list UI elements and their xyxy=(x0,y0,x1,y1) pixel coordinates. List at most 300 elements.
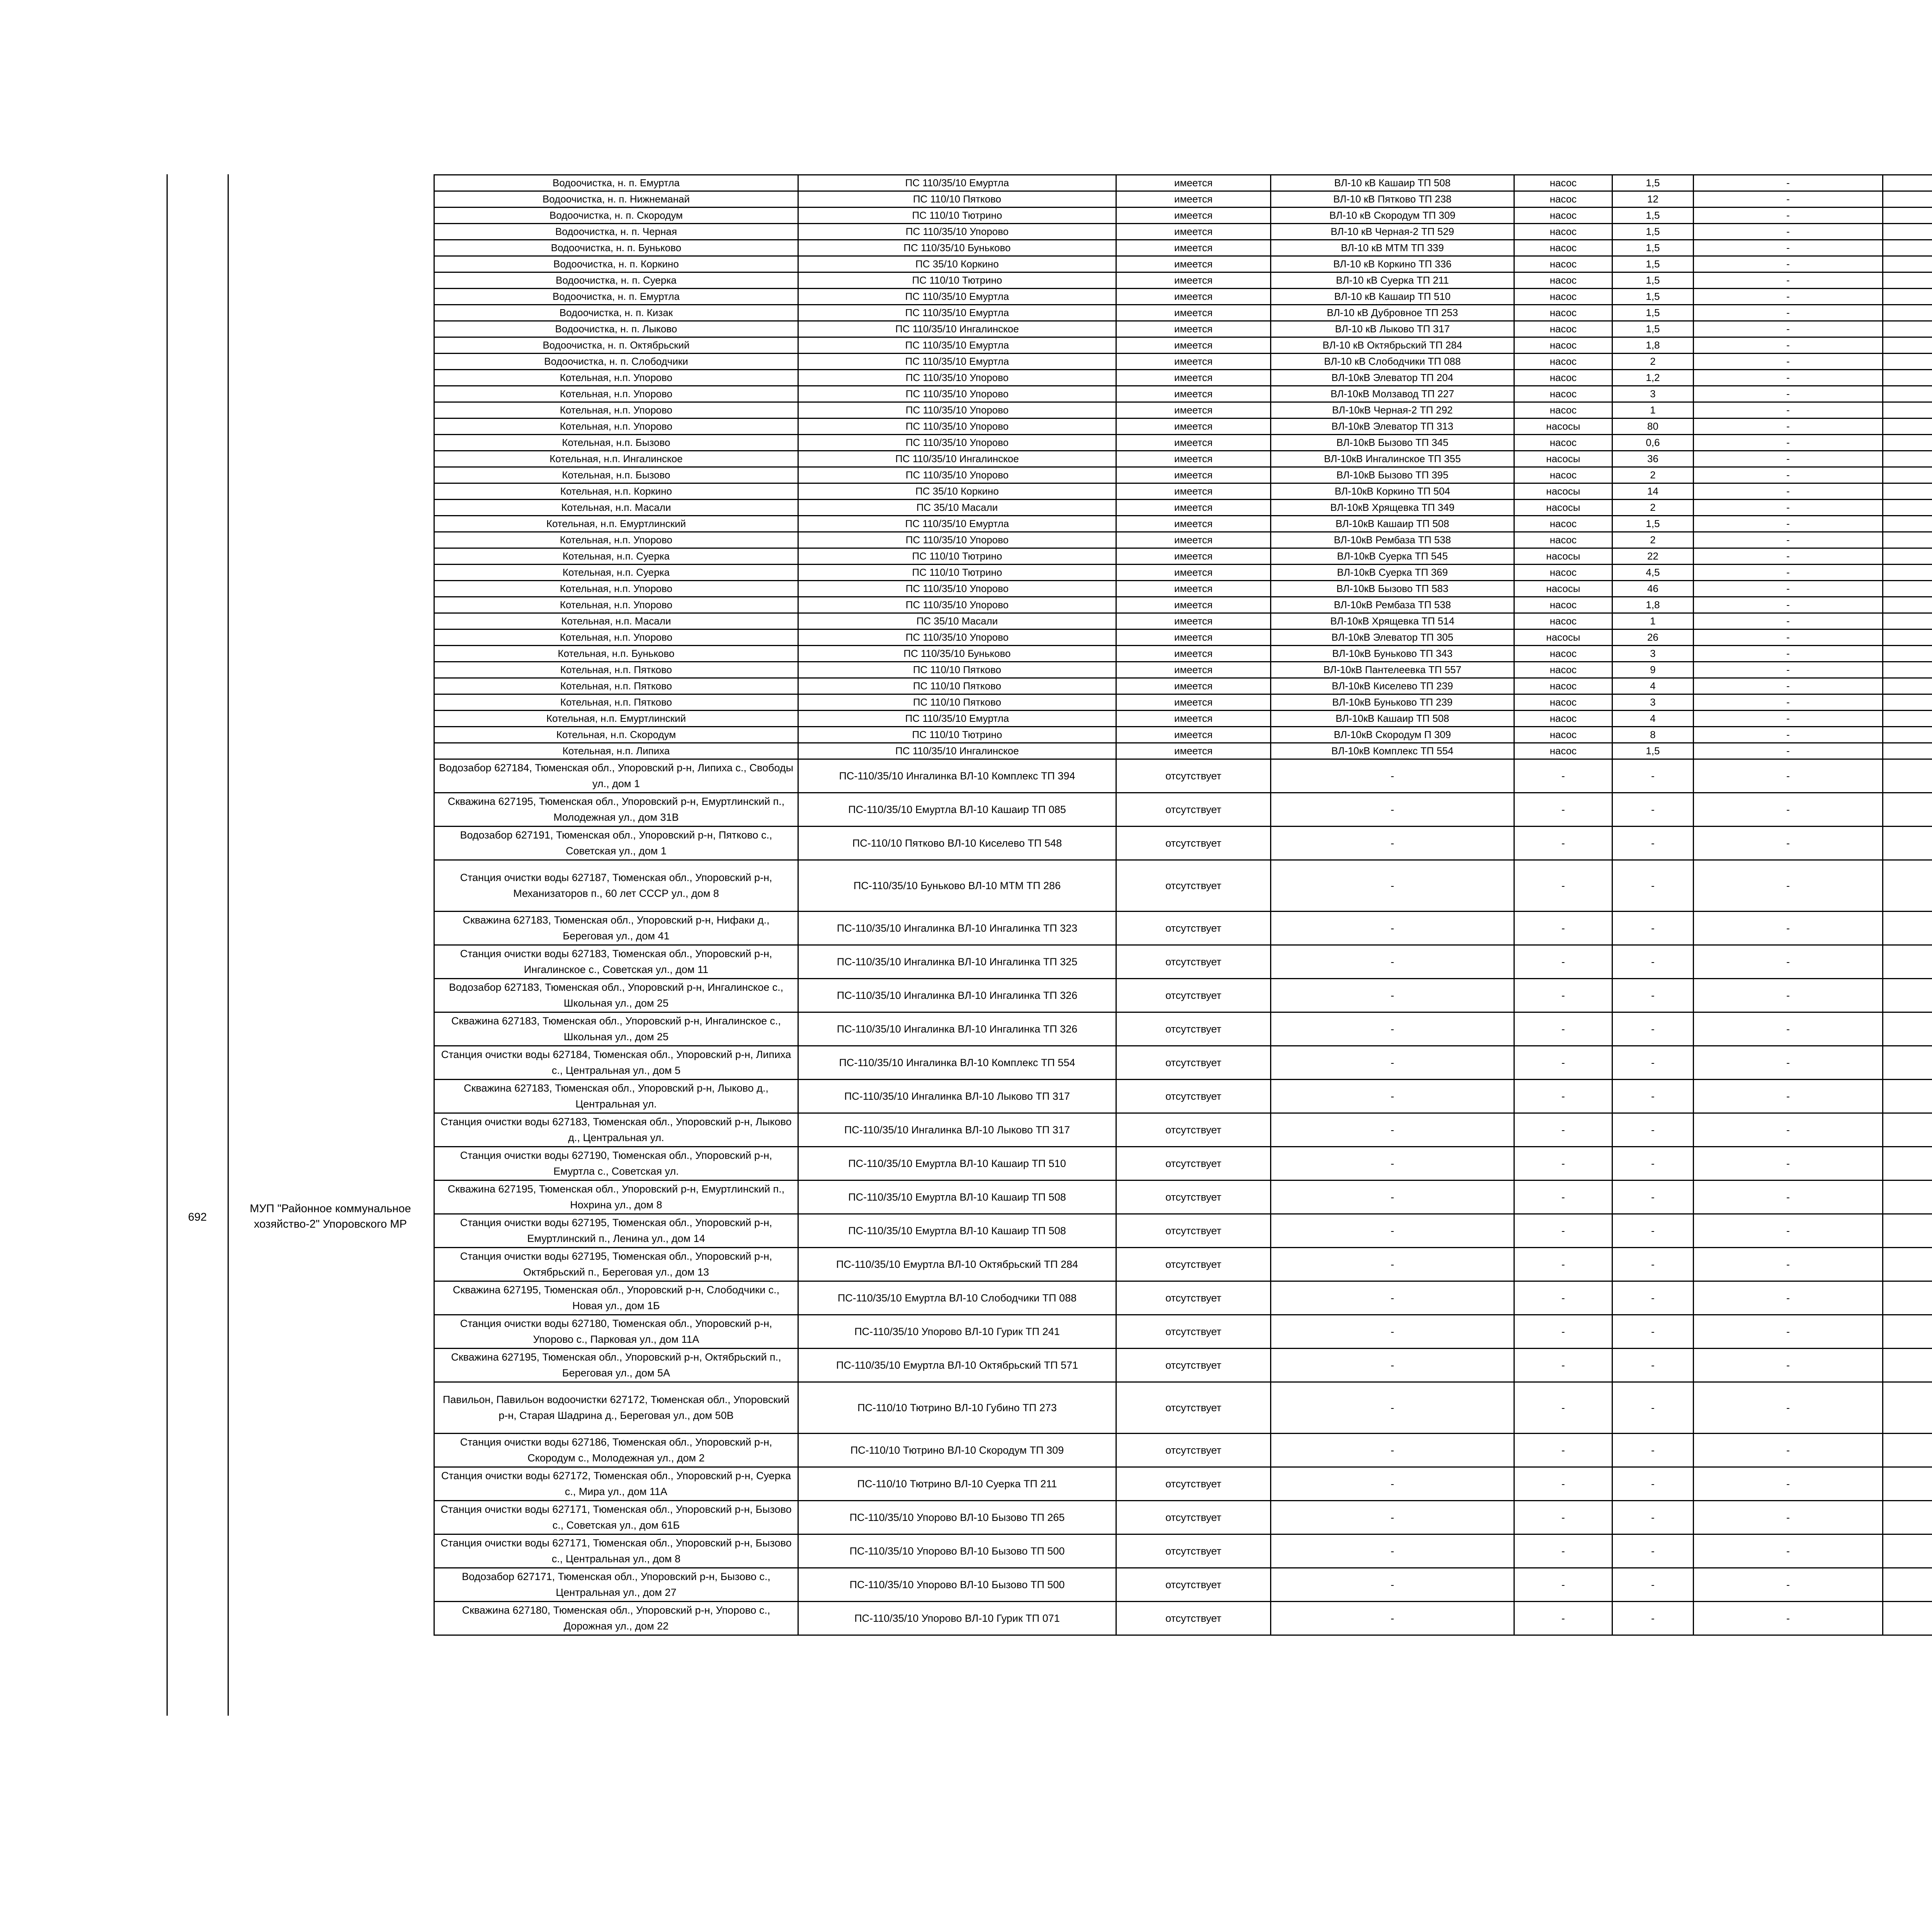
table-row xyxy=(434,224,1932,240)
reserve-cell: отсутствует xyxy=(1116,1349,1271,1382)
col7-cell: - xyxy=(1694,483,1883,500)
feeder-cell: ВЛ-10кВ Элеватор ТП 204 xyxy=(1271,370,1514,386)
object-name-cell: Павильон, Павильон водоочистки 627172, Тюменская обл., Упоровский р-н, Старая Шадрина д., Береговая ул., дом 50В xyxy=(434,1382,798,1434)
power-cell: 9 xyxy=(1612,662,1694,678)
feeder-cell: - xyxy=(1271,945,1514,979)
object-name-cell: Водоочистка, н. п. Черная xyxy=(434,224,798,240)
col7-cell: - xyxy=(1694,435,1883,451)
table-row xyxy=(434,516,1932,532)
equipment-cell: - xyxy=(1514,1434,1612,1467)
equipment-cell: насосы xyxy=(1514,629,1612,646)
object-name-cell: Водоочистка, н. п. Коркино xyxy=(434,256,798,272)
col7-cell: - xyxy=(1694,272,1883,289)
feeder-cell: ВЛ-10кВ Рембаза ТП 538 xyxy=(1271,597,1514,613)
column-border-left xyxy=(167,174,168,1716)
col8-cell xyxy=(1883,175,1932,191)
col8-cell xyxy=(1883,1434,1932,1467)
substation-cell: ПС 110/10 Пятково xyxy=(798,662,1116,678)
equipment-cell: насос xyxy=(1514,435,1612,451)
feeder-cell: ВЛ-10кВ Буньково ТП 239 xyxy=(1271,694,1514,711)
reserve-cell: имеется xyxy=(1116,418,1271,435)
equipment-cell: - xyxy=(1514,793,1612,827)
column-border-middle xyxy=(228,174,229,1716)
substation-cell: ПС-110/35/10 Упорово ВЛ-10 Бызово ТП 500 xyxy=(798,1568,1116,1602)
reserve-cell: отсутствует xyxy=(1116,1281,1271,1315)
power-cell: 1,5 xyxy=(1612,256,1694,272)
power-cell: - xyxy=(1612,1147,1694,1180)
feeder-cell: ВЛ-10 кВ Коркино ТП 336 xyxy=(1271,256,1514,272)
col7-cell: - xyxy=(1694,694,1883,711)
reserve-cell: имеется xyxy=(1116,354,1271,370)
reserve-cell: имеется xyxy=(1116,289,1271,305)
col8-cell xyxy=(1883,256,1932,272)
object-name-cell: Котельная, н.п. Упорово xyxy=(434,402,798,418)
col7-cell: - xyxy=(1694,256,1883,272)
substation-cell: ПС-110/35/10 Ингалинка ВЛ-10 Комплекс ТП 554 xyxy=(798,1046,1116,1080)
object-name-cell: Котельная, н.п. Пятково xyxy=(434,678,798,694)
equipment-cell: насос xyxy=(1514,402,1612,418)
substation-cell: ПС 110/10 Пятково xyxy=(798,694,1116,711)
equipment-cell: насосы xyxy=(1514,418,1612,435)
substation-cell: ПС-110/35/10 Ингалинка ВЛ-10 Лыково ТП 317 xyxy=(798,1113,1116,1147)
feeder-cell: ВЛ-10 кВ Дубровное ТП 253 xyxy=(1271,305,1514,321)
table-row xyxy=(434,1349,1932,1382)
reserve-cell: отсутствует xyxy=(1116,860,1271,912)
col7-cell: - xyxy=(1694,240,1883,256)
feeder-cell: ВЛ-10 кВ Скородум ТП 309 xyxy=(1271,208,1514,224)
power-cell: 36 xyxy=(1612,451,1694,467)
object-name-cell: Водозабор 627183, Тюменская обл., Упоровский р-н, Ингалинское с., Школьная ул., дом 25 xyxy=(434,979,798,1012)
object-name-cell: Котельная, н.п. Суерка xyxy=(434,548,798,565)
feeder-cell: - xyxy=(1271,1012,1514,1046)
col7-cell: - xyxy=(1694,1349,1883,1382)
feeder-cell: ВЛ-10 кВ Пятково ТП 238 xyxy=(1271,191,1514,208)
reserve-cell: имеется xyxy=(1116,500,1271,516)
feeder-cell: ВЛ-10кВ Буньково ТП 343 xyxy=(1271,646,1514,662)
table-row xyxy=(434,1012,1932,1046)
col7-cell: - xyxy=(1694,402,1883,418)
col8-cell xyxy=(1883,402,1932,418)
reserve-cell: имеется xyxy=(1116,483,1271,500)
col7-cell: - xyxy=(1694,208,1883,224)
col7-cell: - xyxy=(1694,1315,1883,1349)
table-row xyxy=(434,1434,1932,1467)
substation-cell: ПС-110/35/10 Буньково ВЛ-10 МТМ ТП 286 xyxy=(798,860,1116,912)
feeder-cell: ВЛ-10кВ Рембаза ТП 538 xyxy=(1271,532,1514,548)
col7-cell: - xyxy=(1694,1248,1883,1281)
col7-cell: - xyxy=(1694,175,1883,191)
power-cell: 1 xyxy=(1612,613,1694,629)
col7-cell: - xyxy=(1694,613,1883,629)
feeder-cell: - xyxy=(1271,1467,1514,1501)
col8-cell xyxy=(1883,289,1932,305)
substation-cell: ПС-110/35/10 Ингалинка ВЛ-10 Комплекс ТП 394 xyxy=(798,759,1116,793)
col8-cell xyxy=(1883,516,1932,532)
table-row xyxy=(434,451,1932,467)
col8-cell xyxy=(1883,793,1932,827)
power-cell: - xyxy=(1612,1012,1694,1046)
reserve-cell: отсутствует xyxy=(1116,1568,1271,1602)
equipment-cell: насос xyxy=(1514,272,1612,289)
table-row xyxy=(434,1315,1932,1349)
reserve-cell: имеется xyxy=(1116,321,1271,337)
organization-name: МУП "Районное коммунальное хозяйство-2" Упоровского МР xyxy=(250,1203,411,1230)
equipment-cell: насос xyxy=(1514,467,1612,483)
reserve-cell: отсутствует xyxy=(1116,1602,1271,1635)
substation-cell: ПС 110/10 Тютрино xyxy=(798,272,1116,289)
equipment-cell: - xyxy=(1514,860,1612,912)
equipment-cell: насос xyxy=(1514,256,1612,272)
substation-cell: ПС 110/35/10 Упорово xyxy=(798,629,1116,646)
equipment-cell: насос xyxy=(1514,337,1612,354)
feeder-cell: ВЛ-10кВ Киселево ТП 239 xyxy=(1271,678,1514,694)
power-cell: 46 xyxy=(1612,581,1694,597)
col8-cell xyxy=(1883,613,1932,629)
object-name-cell: Станция очистки воды 627183, Тюменская обл., Упоровский р-н, Лыково д., Центральная ул. xyxy=(434,1113,798,1147)
object-name-cell: Водоочистка, н. п. Лыково xyxy=(434,321,798,337)
feeder-cell: - xyxy=(1271,1349,1514,1382)
object-name-cell: Водоочистка, н. п. Октябрьский xyxy=(434,337,798,354)
table-row xyxy=(434,483,1932,500)
equipment-cell: - xyxy=(1514,1180,1612,1214)
substation-cell: ПС-110/35/10 Ингалинка ВЛ-10 Лыково ТП 317 xyxy=(798,1080,1116,1113)
reserve-cell: имеется xyxy=(1116,386,1271,402)
power-cell: - xyxy=(1612,827,1694,860)
substation-cell: ПС 110/35/10 Ингалинское xyxy=(798,743,1116,759)
col8-cell xyxy=(1883,945,1932,979)
object-name-cell: Станция очистки воды 627195, Тюменская обл., Упоровский р-н, Октябрьский п., Береговая ул., дом 13 xyxy=(434,1248,798,1281)
substation-cell: ПС 110/35/10 Ингалинское xyxy=(798,451,1116,467)
power-cell: - xyxy=(1612,1467,1694,1501)
equipment-cell: насосы xyxy=(1514,451,1612,467)
table-row xyxy=(434,1467,1932,1501)
feeder-cell: ВЛ-10кВ Ингалинское ТП 355 xyxy=(1271,451,1514,467)
col8-cell xyxy=(1883,224,1932,240)
col7-cell: - xyxy=(1694,1568,1883,1602)
table-row xyxy=(434,979,1932,1012)
substation-cell: ПС 110/10 Тютрино xyxy=(798,565,1116,581)
reserve-cell: имеется xyxy=(1116,256,1271,272)
power-cell: 1,5 xyxy=(1612,272,1694,289)
col8-cell xyxy=(1883,1568,1932,1602)
reserve-cell: имеется xyxy=(1116,743,1271,759)
feeder-cell: ВЛ-10 кВ Суерка ТП 211 xyxy=(1271,272,1514,289)
object-name-cell: Котельная, н.п. Масали xyxy=(434,500,798,516)
equipment-cell: насосы xyxy=(1514,581,1612,597)
col7-cell: - xyxy=(1694,191,1883,208)
feeder-cell: ВЛ-10кВ Хрящевка ТП 514 xyxy=(1271,613,1514,629)
reserve-cell: имеется xyxy=(1116,548,1271,565)
col8-cell xyxy=(1883,1349,1932,1382)
table-row xyxy=(434,256,1932,272)
feeder-cell: ВЛ-10 кВ Черная-2 ТП 529 xyxy=(1271,224,1514,240)
feeder-cell: ВЛ-10кВ Кашаир ТП 508 xyxy=(1271,516,1514,532)
power-cell: - xyxy=(1612,1113,1694,1147)
col8-cell xyxy=(1883,694,1932,711)
feeder-cell: ВЛ-10кВ Бызово ТП 395 xyxy=(1271,467,1514,483)
feeder-cell: ВЛ-10 кВ Октябрьский ТП 284 xyxy=(1271,337,1514,354)
substation-cell: ПС 110/35/10 Упорово xyxy=(798,418,1116,435)
feeder-cell: ВЛ-10 кВ Кашаир ТП 508 xyxy=(1271,175,1514,191)
col8-cell xyxy=(1883,272,1932,289)
feeder-cell: ВЛ-10 кВ Слободчики ТП 088 xyxy=(1271,354,1514,370)
table-row xyxy=(434,793,1932,827)
col8-cell xyxy=(1883,1382,1932,1434)
col7-cell: - xyxy=(1694,945,1883,979)
object-name-cell: Водозабор 627184, Тюменская обл., Упоровский р-н, Липиха с., Свободы ул., дом 1 xyxy=(434,759,798,793)
reserve-cell: имеется xyxy=(1116,175,1271,191)
substation-cell: ПС 110/35/10 Упорово xyxy=(798,435,1116,451)
feeder-cell: ВЛ-10кВ Хрящевка ТП 349 xyxy=(1271,500,1514,516)
equipment-cell: насос xyxy=(1514,175,1612,191)
table-row xyxy=(434,386,1932,402)
equipment-cell: насос xyxy=(1514,321,1612,337)
equipment-cell: насос xyxy=(1514,354,1612,370)
reserve-cell: имеется xyxy=(1116,694,1271,711)
col7-cell: - xyxy=(1694,743,1883,759)
col8-cell xyxy=(1883,662,1932,678)
reserve-cell: имеется xyxy=(1116,629,1271,646)
feeder-cell: - xyxy=(1271,1248,1514,1281)
power-cell: 1,5 xyxy=(1612,208,1694,224)
substation-cell: ПС 110/10 Пятково xyxy=(798,678,1116,694)
equipment-cell: насос xyxy=(1514,743,1612,759)
equipment-cell: - xyxy=(1514,979,1612,1012)
feeder-cell: - xyxy=(1271,1080,1514,1113)
table-row xyxy=(434,1147,1932,1180)
table-row xyxy=(434,727,1932,743)
col8-cell xyxy=(1883,1315,1932,1349)
col8-cell xyxy=(1883,483,1932,500)
col8-cell xyxy=(1883,711,1932,727)
substation-cell: ПС-110/35/10 Ингалинка ВЛ-10 Ингалинка ТП 326 xyxy=(798,979,1116,1012)
equipment-cell: - xyxy=(1514,1602,1612,1635)
object-name-cell: Котельная, н.п. Масали xyxy=(434,613,798,629)
col8-cell xyxy=(1883,759,1932,793)
object-name-cell: Котельная, н.п. Суерка xyxy=(434,565,798,581)
power-cell: 1,5 xyxy=(1612,240,1694,256)
reserve-cell: имеется xyxy=(1116,678,1271,694)
substation-cell: ПС 110/35/10 Емуртла xyxy=(798,175,1116,191)
feeder-cell: ВЛ-10кВ Коркино ТП 504 xyxy=(1271,483,1514,500)
col7-cell: - xyxy=(1694,1046,1883,1080)
equipment-cell: насос xyxy=(1514,646,1612,662)
power-cell: 0,6 xyxy=(1612,435,1694,451)
col8-cell xyxy=(1883,565,1932,581)
object-name-cell: Водоочистка, н. п. Суерка xyxy=(434,272,798,289)
col8-cell xyxy=(1883,305,1932,321)
reserve-cell: отсутствует xyxy=(1116,1180,1271,1214)
reserve-cell: имеется xyxy=(1116,435,1271,451)
equipment-cell: - xyxy=(1514,1080,1612,1113)
feeder-cell: - xyxy=(1271,759,1514,793)
substation-cell: ПС 110/35/10 Буньково xyxy=(798,240,1116,256)
equipment-cell: насосы xyxy=(1514,500,1612,516)
table-row xyxy=(434,240,1932,256)
col7-cell: - xyxy=(1694,1281,1883,1315)
table-row xyxy=(434,191,1932,208)
object-name-cell: Котельная, н.п. Скородум xyxy=(434,727,798,743)
object-name-cell: Водоочистка, н. п. Нижнеманай xyxy=(434,191,798,208)
feeder-cell: - xyxy=(1271,1315,1514,1349)
feeder-cell: - xyxy=(1271,1602,1514,1635)
table-row xyxy=(434,467,1932,483)
col8-cell xyxy=(1883,1080,1932,1113)
equipment-cell: - xyxy=(1514,1046,1612,1080)
power-cell: 1,5 xyxy=(1612,516,1694,532)
feeder-cell: ВЛ-10 кВ Кашаир ТП 510 xyxy=(1271,289,1514,305)
col7-cell: - xyxy=(1694,1147,1883,1180)
table-row xyxy=(434,743,1932,759)
col7-cell: - xyxy=(1694,1113,1883,1147)
feeder-cell: - xyxy=(1271,1434,1514,1467)
power-cell: - xyxy=(1612,1080,1694,1113)
feeder-cell: ВЛ-10кВ Бызово ТП 583 xyxy=(1271,581,1514,597)
power-cell: 22 xyxy=(1612,548,1694,565)
equipment-cell: насос xyxy=(1514,516,1612,532)
object-name-cell: Котельная, н.п. Упорово xyxy=(434,629,798,646)
equipment-cell: насос xyxy=(1514,532,1612,548)
col7-cell: - xyxy=(1694,500,1883,516)
table-row xyxy=(434,305,1932,321)
reserve-cell: имеется xyxy=(1116,467,1271,483)
col7-cell: - xyxy=(1694,1501,1883,1534)
table-row xyxy=(434,1281,1932,1315)
object-name-cell: Котельная, н.п. Емуртлинский xyxy=(434,516,798,532)
objects-table xyxy=(434,174,1932,1636)
col7-cell: - xyxy=(1694,451,1883,467)
object-name-cell: Станция очистки воды 627187, Тюменская обл., Упоровский р-н, Механизаторов п., 60 лет СССР ул., дом 8 xyxy=(434,860,798,912)
substation-cell: ПС 110/35/10 Упорово xyxy=(798,532,1116,548)
power-cell: 2 xyxy=(1612,467,1694,483)
substation-cell: ПС-110/35/10 Ингалинка ВЛ-10 Ингалинка ТП 326 xyxy=(798,1012,1116,1046)
equipment-cell: - xyxy=(1514,1315,1612,1349)
table-row xyxy=(434,321,1932,337)
object-name-cell: Котельная, н.п. Пятково xyxy=(434,662,798,678)
equipment-cell: насос xyxy=(1514,613,1612,629)
object-name-cell: Водоочистка, н. п. Слободчики xyxy=(434,354,798,370)
col7-cell: - xyxy=(1694,1602,1883,1635)
table-row xyxy=(434,662,1932,678)
equipment-cell: - xyxy=(1514,1568,1612,1602)
power-cell: 80 xyxy=(1612,418,1694,435)
col8-cell xyxy=(1883,532,1932,548)
col8-cell xyxy=(1883,500,1932,516)
col7-cell: - xyxy=(1694,516,1883,532)
equipment-cell: насос xyxy=(1514,191,1612,208)
equipment-cell: насос xyxy=(1514,240,1612,256)
col7-cell: - xyxy=(1694,305,1883,321)
equipment-cell: - xyxy=(1514,945,1612,979)
col7-cell: - xyxy=(1694,662,1883,678)
reserve-cell: имеется xyxy=(1116,516,1271,532)
col8-cell xyxy=(1883,1602,1932,1635)
object-name-cell: Станция очистки воды 627195, Тюменская обл., Упоровский р-н, Емуртлинский п., Ленина ул., дом 14 xyxy=(434,1214,798,1248)
organization-number: 692 xyxy=(188,1211,207,1223)
object-name-cell: Котельная, н.п. Упорово xyxy=(434,597,798,613)
table-row xyxy=(434,1046,1932,1080)
feeder-cell: ВЛ-10 кВ Лыково ТП 317 xyxy=(1271,321,1514,337)
col7-cell: - xyxy=(1694,354,1883,370)
col7-cell: - xyxy=(1694,224,1883,240)
reserve-cell: имеется xyxy=(1116,305,1271,321)
substation-cell: ПС-110/10 Тютрино ВЛ-10 Губино ТП 273 xyxy=(798,1382,1116,1434)
table-row xyxy=(434,1180,1932,1214)
object-name-cell: Водоочистка, н. п. Емуртла xyxy=(434,289,798,305)
col7-cell: - xyxy=(1694,532,1883,548)
reserve-cell: имеется xyxy=(1116,272,1271,289)
feeder-cell: ВЛ-10кВ Суерка ТП 545 xyxy=(1271,548,1514,565)
reserve-cell: отсутствует xyxy=(1116,1534,1271,1568)
table-row xyxy=(434,1080,1932,1113)
reserve-cell: имеется xyxy=(1116,613,1271,629)
col7-cell: - xyxy=(1694,1382,1883,1434)
table-row xyxy=(434,1382,1932,1434)
feeder-cell: ВЛ-10кВ Бызово ТП 345 xyxy=(1271,435,1514,451)
power-cell: - xyxy=(1612,1501,1694,1534)
feeder-cell: - xyxy=(1271,1382,1514,1434)
reserve-cell: имеется xyxy=(1116,402,1271,418)
col7-cell: - xyxy=(1694,597,1883,613)
object-name-cell: Водозабор 627171, Тюменская обл., Упоровский р-н, Бызово с., Центральная ул., дом 27 xyxy=(434,1568,798,1602)
object-name-cell: Водоочистка, н. п. Скородум xyxy=(434,208,798,224)
object-name-cell: Водоочистка, н. п. Кизак xyxy=(434,305,798,321)
object-name-cell: Котельная, н.п. Емуртлинский xyxy=(434,711,798,727)
col8-cell xyxy=(1883,743,1932,759)
power-cell: 3 xyxy=(1612,386,1694,402)
equipment-cell: насос xyxy=(1514,565,1612,581)
power-cell: 1,8 xyxy=(1612,337,1694,354)
power-cell: - xyxy=(1612,1180,1694,1214)
table-row xyxy=(434,581,1932,597)
table-row xyxy=(434,565,1932,581)
object-name-cell: Скважина 627195, Тюменская обл., Упоровский р-н, Слободчики с., Новая ул., дом 1Б xyxy=(434,1281,798,1315)
col7-cell: - xyxy=(1694,548,1883,565)
reserve-cell: отсутствует xyxy=(1116,827,1271,860)
col8-cell xyxy=(1883,979,1932,1012)
table-row xyxy=(434,1501,1932,1534)
col7-cell: - xyxy=(1694,289,1883,305)
substation-cell: ПС 110/35/10 Емуртла xyxy=(798,289,1116,305)
table-row xyxy=(434,175,1932,191)
reserve-cell: отсутствует xyxy=(1116,1214,1271,1248)
table-row xyxy=(434,548,1932,565)
substation-cell: ПС 35/10 Масали xyxy=(798,500,1116,516)
table-row xyxy=(434,646,1932,662)
substation-cell: ПС 110/10 Пятково xyxy=(798,191,1116,208)
col7-cell: - xyxy=(1694,759,1883,793)
table-row xyxy=(434,289,1932,305)
reserve-cell: имеется xyxy=(1116,646,1271,662)
equipment-cell: - xyxy=(1514,759,1612,793)
col8-cell xyxy=(1883,629,1932,646)
power-cell: - xyxy=(1612,860,1694,912)
reserve-cell: имеется xyxy=(1116,532,1271,548)
col7-cell: - xyxy=(1694,386,1883,402)
col8-cell xyxy=(1883,1467,1932,1501)
feeder-cell: ВЛ-10кВ Суерка ТП 369 xyxy=(1271,565,1514,581)
col7-cell: - xyxy=(1694,321,1883,337)
col8-cell xyxy=(1883,597,1932,613)
equipment-cell: - xyxy=(1514,1534,1612,1568)
equipment-cell: - xyxy=(1514,1214,1612,1248)
col8-cell xyxy=(1883,451,1932,467)
equipment-cell: насос xyxy=(1514,694,1612,711)
reserve-cell: отсутствует xyxy=(1116,1467,1271,1501)
substation-cell: ПС-110/35/10 Ингалинка ВЛ-10 Ингалинка ТП 323 xyxy=(798,912,1116,945)
equipment-cell: насос xyxy=(1514,208,1612,224)
object-name-cell: Водоочистка, н. п. Емуртла xyxy=(434,175,798,191)
